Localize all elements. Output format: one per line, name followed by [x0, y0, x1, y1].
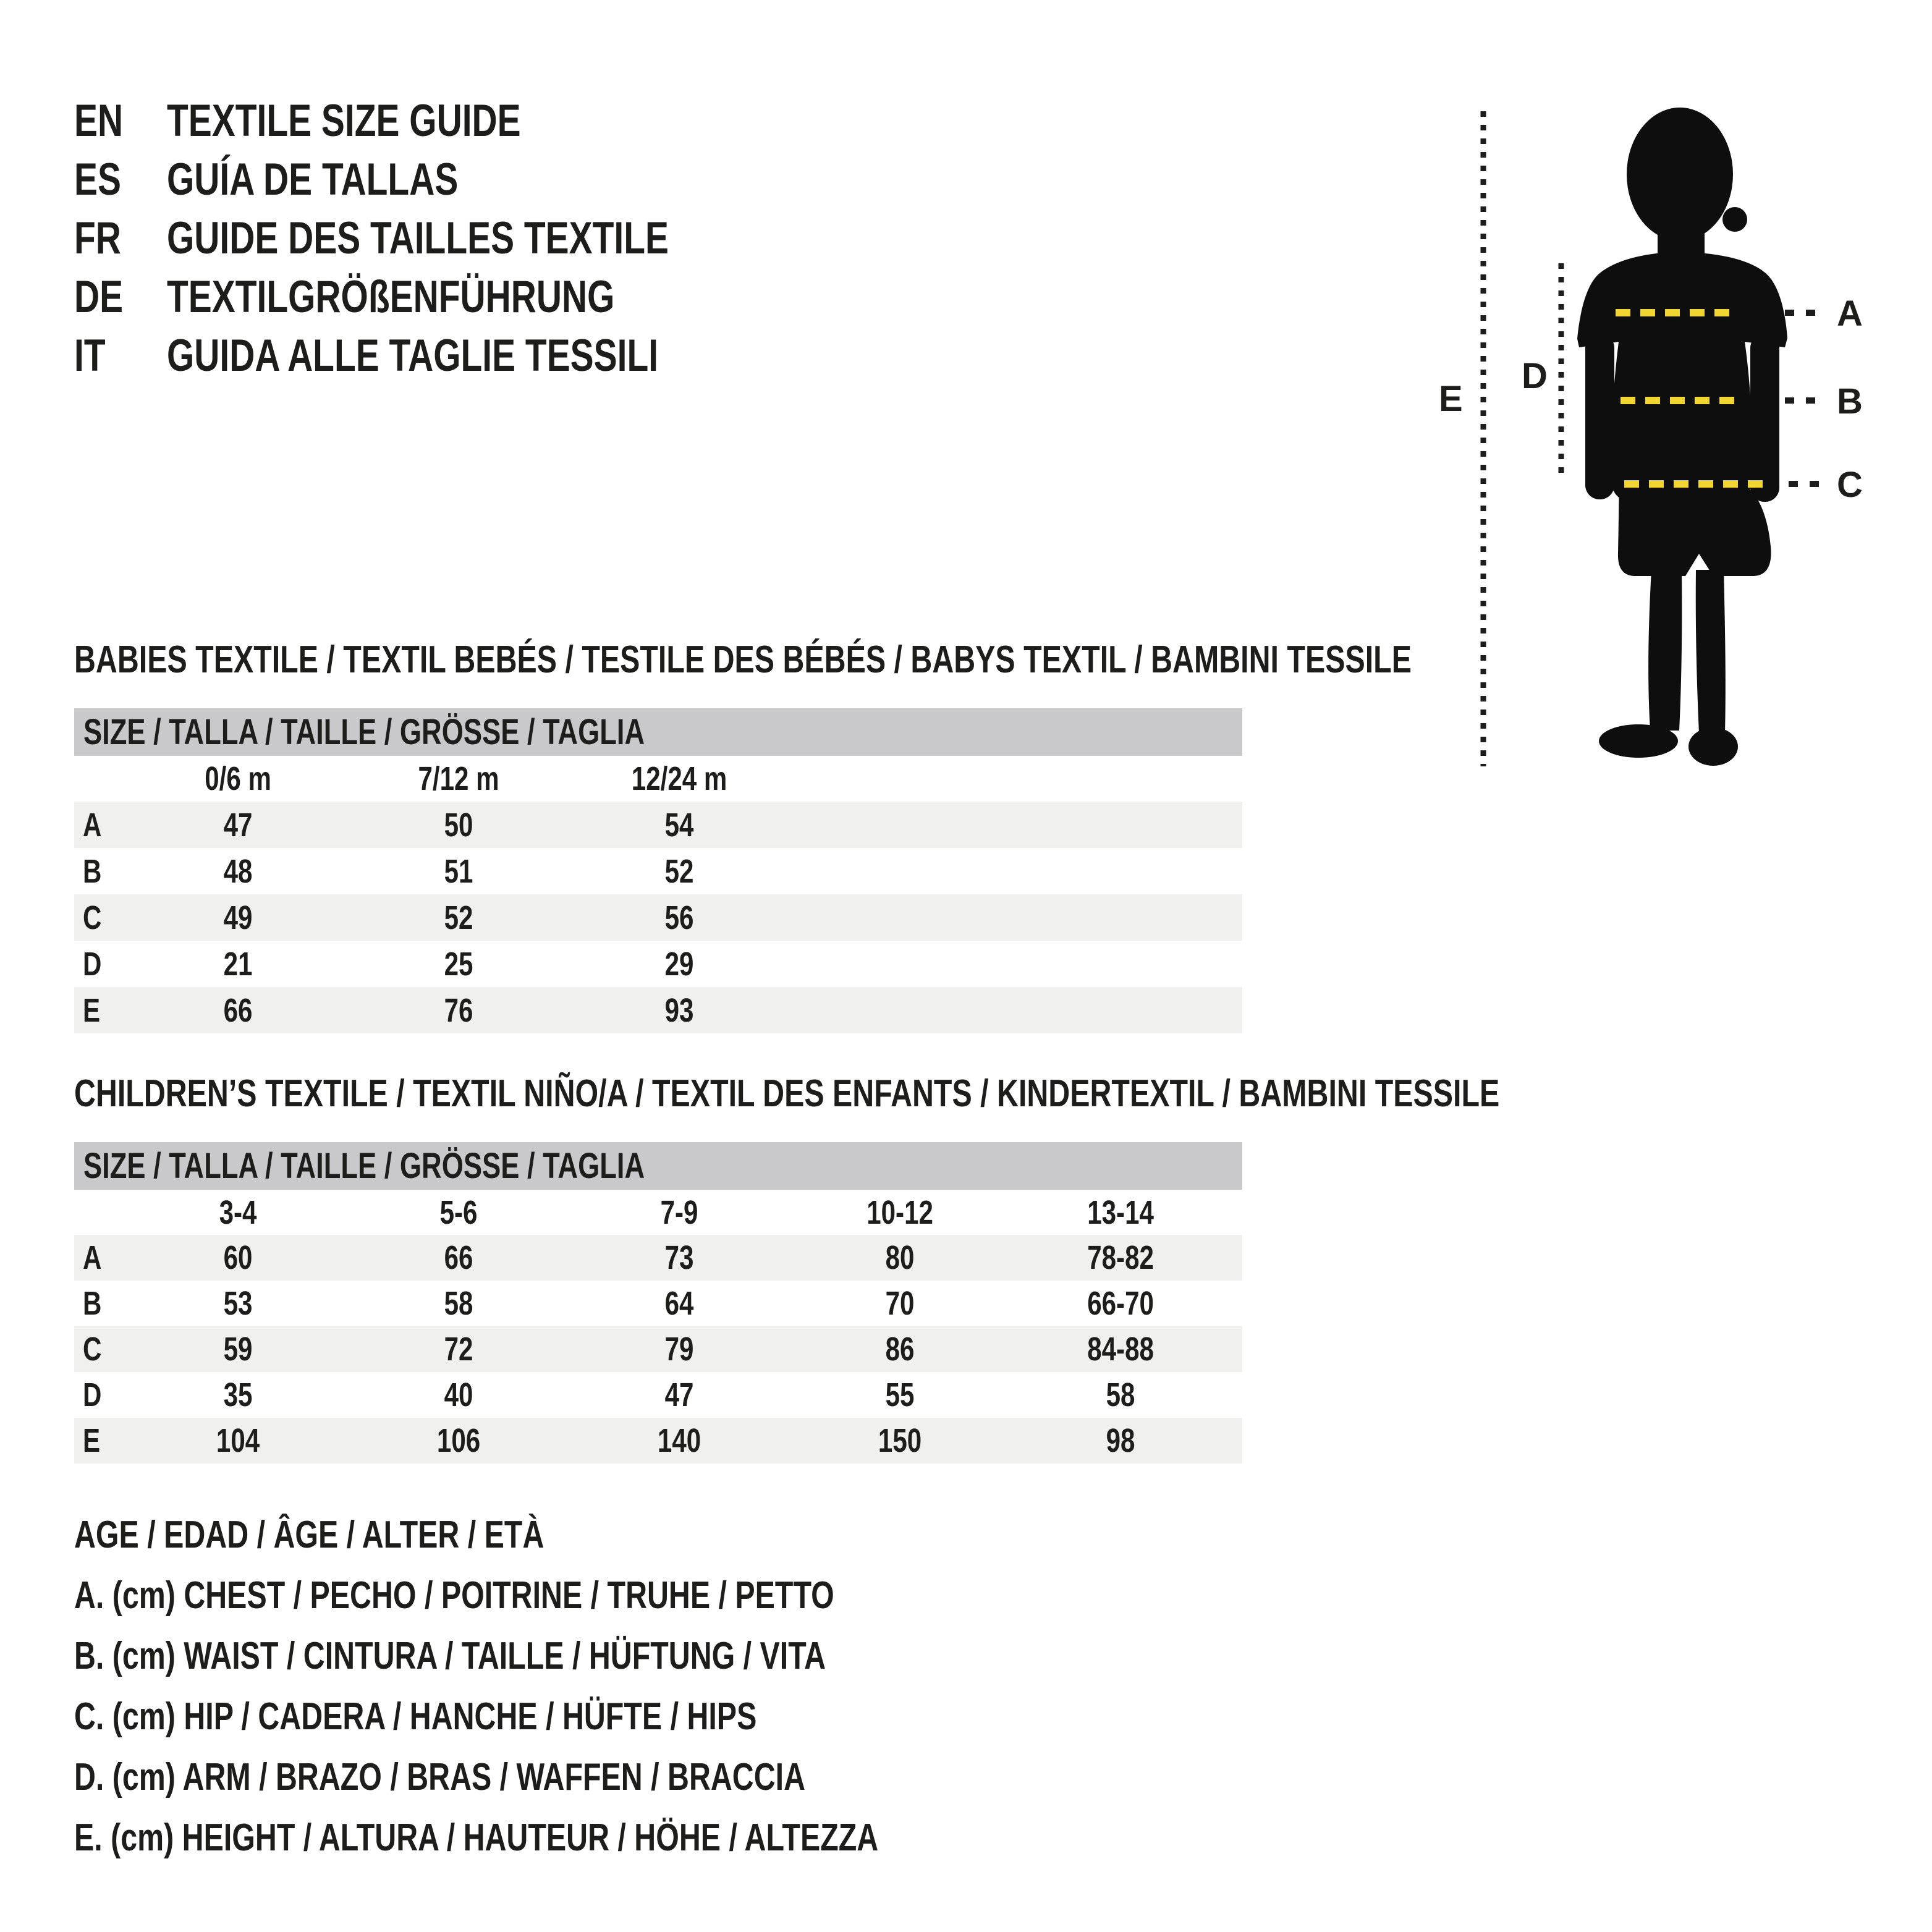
table-row — [74, 1418, 1242, 1464]
table-row — [74, 1372, 1242, 1418]
column-header: 5-6 — [440, 1193, 478, 1231]
table-row — [74, 894, 1242, 941]
row-label: D — [83, 1376, 102, 1413]
table-cell: 56 — [665, 899, 694, 936]
table-cell: 98 — [1106, 1422, 1135, 1459]
silhouette-left-shoe — [1599, 724, 1678, 758]
table-row — [74, 1235, 1242, 1281]
guide-title-fr: GUIDE DES TAILLES TEXTILE — [167, 213, 669, 263]
children-section-title: CHILDREN’S TEXTILE / TEXTIL NIÑO/A / TEXTIL DES ENFANTS / KINDERTEXTIL / BAMBINI TESSILE — [74, 1072, 1500, 1115]
language-code: DE — [74, 272, 124, 322]
language-code: IT — [74, 331, 106, 381]
column-header: 7/12 m — [418, 760, 500, 797]
row-label: E — [83, 991, 101, 1029]
column-header: 7-9 — [661, 1193, 698, 1231]
legend-height-line: E. (cm) HEIGHT / ALTURA / HAUTEUR / HÖHE / ALTEZZA — [74, 1816, 879, 1859]
language-row-it — [74, 326, 810, 385]
table-cell: 55 — [886, 1376, 915, 1413]
table-cell: 106 — [437, 1422, 481, 1459]
babies-size-table — [74, 708, 1242, 1033]
table-cell: 86 — [886, 1331, 915, 1368]
legend-age-line: AGE / EDAD / ÂGE / ALTER / ETÀ — [74, 1513, 544, 1556]
label-c: C — [1837, 465, 1863, 505]
table-cell: 76 — [444, 991, 473, 1029]
label-a: A — [1837, 294, 1863, 334]
children-column-headers — [74, 1190, 1242, 1235]
column-header: 12/24 m — [632, 760, 727, 797]
row-label: C — [83, 899, 102, 936]
silhouette-right-shoe — [1688, 727, 1738, 766]
legend-chest-line: A. (cm) CHEST / PECHO / POITRINE / TRUHE / PETTO — [74, 1574, 834, 1617]
child-measurement-diagram — [1434, 93, 1922, 785]
table-cell: 51 — [444, 852, 473, 890]
table-cell: 104 — [216, 1422, 260, 1459]
table-cell: 21 — [224, 945, 253, 983]
size-header-bar: SIZE / TALLA / TAILLE / GRÖSSE / TAGLIA — [74, 1142, 1242, 1190]
column-header: 10-12 — [866, 1193, 934, 1231]
table-cell: 40 — [444, 1376, 473, 1413]
size-header-bar: SIZE / TALLA / TAILLE / GRÖSSE / TAGLIA — [74, 708, 1242, 756]
table-cell: 58 — [444, 1285, 473, 1322]
legend-waist-line: B. (cm) WAIST / CINTURA / TAILLE / HÜFTUNG / VITA — [74, 1634, 826, 1677]
table-row — [74, 848, 1242, 894]
table-cell: 140 — [658, 1422, 701, 1459]
column-header: 13-14 — [1087, 1193, 1155, 1231]
babies-section-title: BABIES TEXTILE / TEXTIL BEBÉS / TESTILE DES BÉBÉS / BABYS TEXTIL / BAMBINI TESSILE — [74, 638, 1412, 681]
row-label: A — [83, 806, 102, 844]
table-cell: 52 — [665, 852, 694, 890]
table-cell: 64 — [665, 1285, 694, 1322]
row-label: C — [83, 1331, 102, 1368]
table-cell: 49 — [224, 899, 253, 936]
table-cell: 66 — [224, 991, 253, 1029]
language-row-de — [74, 268, 810, 326]
table-cell: 29 — [665, 945, 694, 983]
table-cell: 59 — [224, 1331, 253, 1368]
language-row-fr — [74, 209, 810, 268]
table-cell: 150 — [878, 1422, 922, 1459]
table-cell: 66 — [444, 1239, 473, 1276]
measurement-legend — [74, 1504, 1105, 1868]
row-label: E — [83, 1422, 101, 1459]
silhouette-shorts — [1618, 487, 1771, 576]
legend-hip-line: C. (cm) HIP / CADERA / HANCHE / HÜFTE / HIPS — [74, 1695, 757, 1738]
table-cell: 35 — [224, 1376, 253, 1413]
table-cell: 48 — [224, 852, 253, 890]
table-cell: 78-82 — [1087, 1239, 1155, 1276]
table-cell: 52 — [444, 899, 473, 936]
label-d: D — [1522, 356, 1548, 396]
table-row — [74, 987, 1242, 1033]
table-cell: 73 — [665, 1239, 694, 1276]
table-cell: 47 — [224, 806, 253, 844]
silhouette-left-arm — [1585, 334, 1614, 499]
column-header: 0/6 m — [205, 760, 272, 797]
row-label: B — [83, 852, 102, 890]
babies-column-headers — [74, 756, 1242, 802]
table-row — [74, 1326, 1242, 1372]
table-row — [74, 1281, 1242, 1326]
language-row-en — [74, 91, 810, 150]
row-label: A — [83, 1239, 102, 1276]
language-title-list — [74, 91, 810, 385]
table-cell: 93 — [665, 991, 694, 1029]
language-code: FR — [74, 213, 121, 263]
guide-title-en: TEXTILE SIZE GUIDE — [167, 96, 521, 146]
table-cell: 80 — [886, 1239, 915, 1276]
table-cell: 72 — [444, 1331, 473, 1368]
table-cell: 47 — [665, 1376, 694, 1413]
column-header: 3-4 — [219, 1193, 257, 1231]
table-cell: 66-70 — [1087, 1285, 1155, 1322]
language-code: EN — [74, 96, 124, 146]
table-cell: 54 — [665, 806, 694, 844]
children-size-table — [74, 1142, 1242, 1464]
label-e: E — [1439, 379, 1463, 419]
table-cell: 50 — [444, 806, 473, 844]
language-code: ES — [74, 155, 121, 205]
table-cell: 60 — [224, 1239, 253, 1276]
table-cell: 58 — [1106, 1376, 1135, 1413]
table-cell: 79 — [665, 1331, 694, 1368]
table-cell: 84-88 — [1087, 1331, 1155, 1368]
silhouette-right-arm — [1750, 334, 1779, 502]
guide-title-es: GUÍA DE TALLAS — [167, 155, 459, 205]
table-row — [74, 941, 1242, 987]
label-b: B — [1837, 381, 1863, 422]
table-cell: 70 — [886, 1285, 915, 1322]
guide-title-it: GUIDA ALLE TAGLIE TESSILI — [167, 331, 659, 381]
table-cell: 25 — [444, 945, 473, 983]
guide-title-de: TEXTILGRÖßENFÜHRUNG — [167, 272, 615, 322]
row-label: B — [83, 1285, 102, 1322]
row-label: D — [83, 945, 102, 983]
table-row — [74, 802, 1242, 848]
legend-arm-line: D. (cm) ARM / BRAZO / BRAS / WAFFEN / BRACCIA — [74, 1755, 806, 1799]
table-cell: 53 — [224, 1285, 253, 1322]
silhouette-ear — [1722, 207, 1747, 232]
language-row-es — [74, 150, 810, 209]
